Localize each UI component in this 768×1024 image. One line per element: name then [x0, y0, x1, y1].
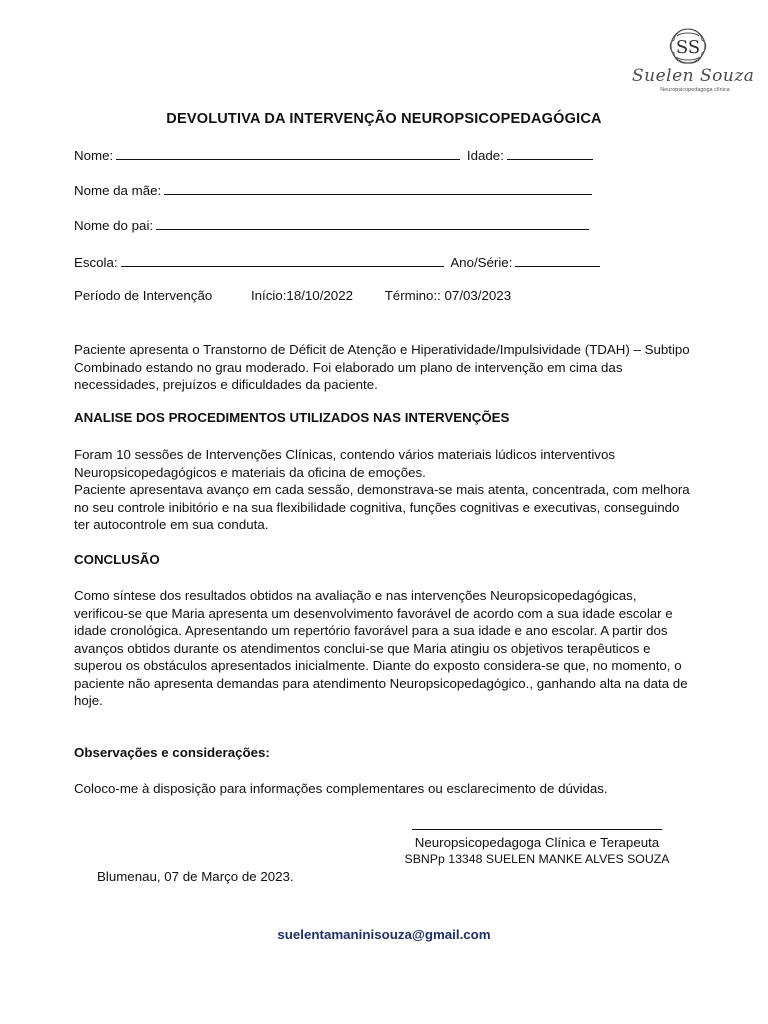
escola-label: Escola: [74, 255, 118, 270]
svg-text:SS: SS [675, 37, 701, 58]
idade-label: Idade: [466, 148, 504, 163]
signature-role: Neuropsicopedagoga Clínica e Terapeuta [414, 835, 660, 850]
flower-monogram-icon [632, 26, 744, 68]
signature-line [412, 829, 662, 830]
analise-paragraph-1: Foram 10 sessões de Intervenções Clínicas, contendo vários materiais lúdicos interventivos Neuropsicopedagógicos e materiais da oficina de emoções. [74, 447, 615, 480]
idade-blank[interactable] [507, 147, 593, 160]
nome-label: Nome: [74, 148, 114, 163]
field-row-pai [74, 217, 589, 233]
place-date: Blumenau, 07 de Março de 2023. [97, 869, 294, 884]
escola-blank[interactable] [121, 254, 444, 267]
mae-label: Nome da mãe: [74, 183, 162, 198]
periodo-label: Período de Intervenção [74, 288, 213, 303]
analise-heading: ANALISE DOS PROCEDIMENTOS UTILIZADOS NAS INTERVENÇÕES [74, 410, 510, 425]
logo [632, 26, 755, 98]
periodo-row [74, 288, 511, 303]
conclusao-heading: CONCLUSÃO [74, 552, 160, 567]
mae-blank[interactable] [164, 182, 592, 195]
signature-registry: SBNPp 13348 SUELEN MANKE ALVES SOUZA [404, 852, 670, 866]
ano-serie-blank[interactable] [515, 254, 600, 267]
observacoes-heading: Observações e considerações: [74, 745, 270, 760]
ano-serie-label: Ano/Série: [450, 255, 513, 270]
logo-name: Suelen Souza [632, 66, 755, 86]
periodo-termino: Término:: 07/03/2023 [384, 288, 512, 303]
field-row-nome [74, 147, 593, 163]
field-row-escola [74, 254, 600, 270]
email-link[interactable]: suelentamaninisouza@gmail.com [277, 927, 491, 942]
document-title: DEVOLUTIVA DA INTERVENÇÃO NEUROPSICOPEDAGÓGICA [166, 111, 602, 127]
pai-blank[interactable] [156, 217, 589, 230]
observacoes-text: Coloco-me à disposição para informações complementares ou esclarecimento de dúvidas. [74, 781, 608, 796]
intro-paragraph: Paciente apresenta o Transtorno de Déficit de Atenção e Hiperatividade/Impulsividade (TDAH) – Subtipo Combinado estando no grau moderado. Foi elaborado um plano de intervenção em cima das necessidades, prejuízos e dificuldades da paciente. [74, 342, 690, 392]
analise-paragraph-2: Paciente apresentava avanço em cada sessão, demonstrava-se mais atenta, concentrada, com melhora no seu controle inibitório e na sua flexibilidade cognitiva, funções cognitivas e executivas, conseguindo ter autocontrole em sua conduta. [74, 482, 690, 532]
nome-blank[interactable] [116, 147, 460, 160]
field-row-mae [74, 182, 592, 198]
conclusao-paragraph: Como síntese dos resultados obtidos na avaliação e nas intervenções Neuropsicopedagógicas, verificou-se que Maria apresenta um desenvolvimento favorável de acordo com a sua idade escolar e idade cronológica. Apresentando um repertório favorável para a sua idade e ano escolar. A partir dos avanços obtidos durante os atendimentos conclui-se que Maria atingiu os objetivos terapêuticos e superou os obstáculos apresentados inicialmente. Diante do exposto considera-se que, no momento, o paciente não apresenta demandas para atendimento Neuropsicopedagógico., ganhando alta na data de hoje. [74, 588, 688, 708]
pai-label: Nome do pai: [74, 218, 154, 233]
periodo-inicio: Início:18/10/2022 [250, 288, 353, 303]
logo-subtitle: Neuropsicopedagoga clínica [660, 87, 730, 93]
